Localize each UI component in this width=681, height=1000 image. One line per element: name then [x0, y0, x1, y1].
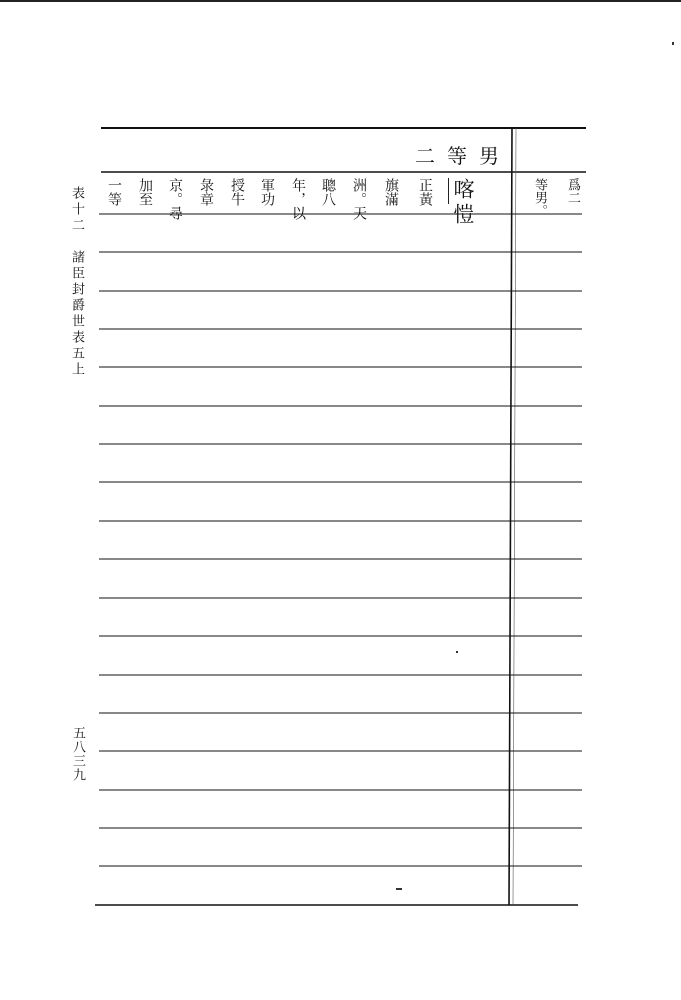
scan-speck — [672, 42, 674, 45]
record-column: 授牛 — [229, 178, 245, 206]
record-column: 京。尋 — [167, 178, 183, 220]
record-column: 軍功 — [259, 178, 275, 206]
side-title: 表十二 諸臣封爵世表五上 — [69, 186, 84, 378]
record-column: 洲。天 — [351, 178, 367, 220]
record-column: 年，以 — [290, 178, 306, 220]
person-name: 喀愷 — [451, 178, 475, 228]
column-divider — [509, 128, 512, 905]
record-column: 旗滿 — [383, 178, 399, 206]
scan-speck — [456, 651, 458, 653]
record-column: 彔章 — [198, 178, 214, 206]
page-number: 五八三九 — [70, 726, 85, 782]
record-column: 加至 — [137, 178, 153, 206]
record-column: 正黃 — [417, 178, 433, 206]
column-divider-inner — [513, 128, 516, 905]
table-heading: 二等男 — [415, 144, 511, 168]
record-column: 聰八 — [320, 178, 336, 206]
right-note-col-1: 爲二 — [565, 178, 580, 204]
record-column: 一等 — [106, 178, 122, 206]
name-mark — [448, 178, 449, 204]
right-note-col-2: 等男。 — [532, 178, 547, 217]
scan-speck — [396, 888, 402, 890]
